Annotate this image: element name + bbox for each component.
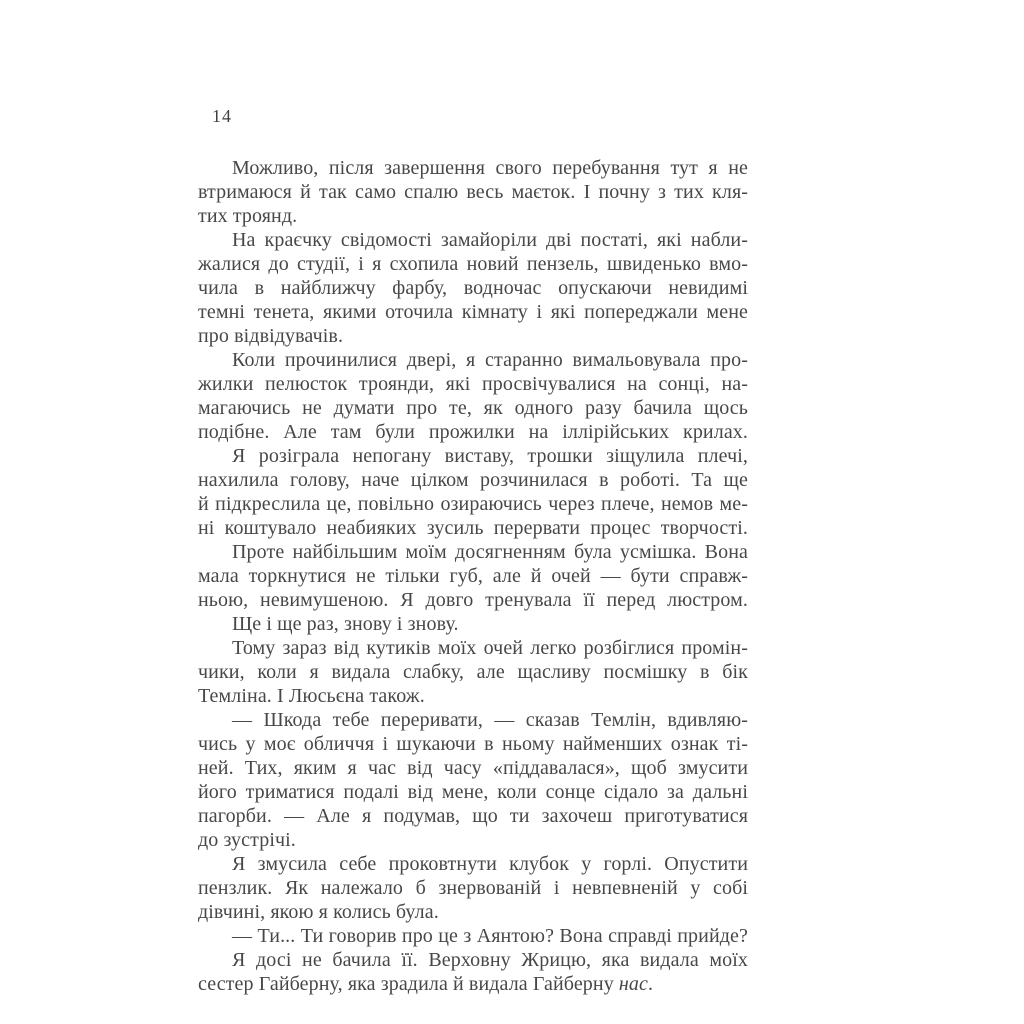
- text-segment: подібне. Але там були прожилки на іллірійських крилах.: [198, 421, 748, 443]
- text-line: [198, 732, 748, 756]
- text-line: [198, 684, 748, 708]
- text-line: [198, 780, 748, 804]
- text-line: [198, 804, 748, 828]
- text-line: [198, 348, 748, 372]
- text-segment: нахилила голову, наче цілком розчинилася в роботі. Та ще: [198, 469, 748, 491]
- text-segment: дівчині, якою я колись була.: [198, 901, 439, 923]
- text-line: [198, 972, 748, 996]
- text-line: [198, 444, 748, 468]
- text-segment: пензлик. Як належало б знервованій і невпевненій у собі: [198, 877, 748, 899]
- text-line: [198, 156, 748, 180]
- text-line: [198, 948, 748, 972]
- text-segment: чики, коли я видала слабку, але щасливу посмішку в бік: [198, 661, 748, 683]
- text-line: [198, 300, 748, 324]
- text-segment: темні тенета, якими оточила кімнату і які попереджали мене: [198, 301, 748, 323]
- text-segment: втримаюся й так само спалю весь маєток. І почну з тих кля-: [198, 181, 748, 203]
- text-segment: жилки пелюсток троянди, які просвічувалися на сонці, на-: [198, 373, 748, 395]
- text-segment: На краєчку свідомості замайоріли дві постаті, які набли-: [232, 229, 748, 251]
- text-segment: Можливо, після завершення свого перебування тут я не: [232, 157, 748, 179]
- text-line: [198, 468, 748, 492]
- text-segment: й підкреслила це, повільно озираючись через плече, немов ме-: [198, 493, 748, 515]
- text-segment: Проте найбільшим моїм досягненням була усмішка. Вона: [232, 541, 748, 563]
- text-line: [198, 708, 748, 732]
- text-line: [198, 180, 748, 204]
- text-segment: Тому зараз від кутиків моїх очей легко розбіглися промін-: [232, 637, 748, 659]
- text-segment: Темліна. І Люсьєна також.: [198, 685, 425, 707]
- text-segment: Ще і ще раз, знову і знову.: [232, 613, 459, 635]
- text-line: [198, 252, 748, 276]
- text-segment: ней. Тих, яким я час від часу «піддавалася», щоб змусити: [198, 757, 748, 779]
- text-segment: ні коштувало неабияких зусиль перервати процес творчості.: [198, 517, 748, 539]
- text-segment: тих троянд.: [198, 205, 298, 227]
- text-block: [198, 156, 748, 996]
- text-segment: жалися до студії, і я схопила новий пензель, швиденько вмо-: [198, 253, 748, 275]
- text-line: [198, 492, 748, 516]
- text-line: [198, 828, 748, 852]
- text-line: [198, 924, 748, 948]
- text-segment: Коли прочинилися двері, я старанно вимальовувала про-: [232, 349, 748, 371]
- text-line: [198, 516, 748, 540]
- text-line: [198, 876, 748, 900]
- text-segment: про відвідувачів.: [198, 325, 344, 347]
- text-line: [198, 660, 748, 684]
- text-line: [198, 756, 748, 780]
- text-line: [198, 204, 748, 228]
- text-segment: сестер Гайберну, яка зрадила й видала Гайберну: [198, 973, 619, 995]
- text-segment: магаючись не думати про те, як одного разу бачила щось: [198, 397, 748, 419]
- text-segment: Я розіграла непогану виставу, трошки зіщулила плечі,: [232, 445, 748, 467]
- text-line: [198, 420, 748, 444]
- text-line: [198, 900, 748, 924]
- text-segment: його триматися подалі від мене, коли сонце сідало за дальні: [198, 781, 748, 803]
- text-segment: мала торкнутися не тільки губ, але й очей — бути справж-: [198, 565, 748, 587]
- text-line: [198, 612, 748, 636]
- text-segment: ньою, невимушеною. Я довго тренувала її перед люстром.: [198, 589, 748, 611]
- text-line: [198, 324, 748, 348]
- text-segment: — Шкода тебе переривати, — сказав Темлін, вдивляю-: [232, 709, 748, 731]
- text-segment: пагорби. — Але я подумав, що ти захочеш приготуватися: [198, 805, 748, 827]
- text-line: [198, 588, 748, 612]
- text-line: [198, 276, 748, 300]
- text-line: [198, 372, 748, 396]
- text-line: [198, 636, 748, 660]
- text-segment: до зустрічі.: [198, 829, 296, 851]
- text-line: [198, 540, 748, 564]
- text-line: [198, 228, 748, 252]
- text-segment: — Ти... Ти говорив про це з Аянтою? Вона справді прийде?: [232, 925, 748, 947]
- text-segment: .: [648, 973, 654, 995]
- text-segment: чила в найближчу фарбу, водночас опускаючи невидимі: [198, 277, 748, 299]
- text-line: [198, 396, 748, 420]
- text-line: [198, 564, 748, 588]
- text-segment: Я досі не бачила її. Верховну Жрицю, яка видала моїх: [232, 949, 748, 971]
- text-segment: чись у моє обличчя і шукаючи в ньому найменших ознак ті-: [198, 733, 748, 755]
- italic-text: нас: [618, 973, 649, 995]
- text-segment: Я змусила себе проковтнути клубок у горлі. Опустити: [232, 853, 748, 875]
- page-number: 14: [212, 106, 232, 126]
- text-line: [198, 852, 748, 876]
